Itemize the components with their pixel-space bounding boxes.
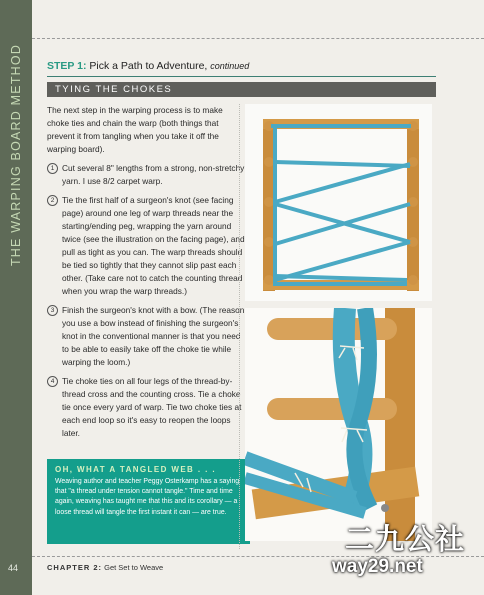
- step-text: Tie the first half of a surgeon's knot (see facing page) around one leg of warp threads near the starting/ending peg, wrapping the yarn around twice (see the illustration on the facing page), and pull as tight as you can. The warp threads should be tied so tightly that they cannot slip past each other. (Take care not to catch the counting thread when you wrap the warp threads.): [62, 195, 245, 296]
- step-number: 4: [47, 376, 58, 387]
- heading-rule: [47, 76, 436, 77]
- page: [32, 0, 484, 595]
- sidebar-title-text: THE WARPING BOARD METHOD: [9, 43, 23, 267]
- sidebar-title: [2, 40, 30, 270]
- column-divider: [239, 104, 240, 549]
- body-text: [47, 104, 247, 446]
- step-suffix: continued: [210, 61, 250, 71]
- step-title: Pick a Path to Adventure,: [89, 60, 208, 72]
- footer-chapter-title: Get Set to Weave: [104, 563, 164, 572]
- step-text: Finish the surgeon's knot with a bow. (The reason you use a bow instead of finishing the surgeon's knot in the conventional manner is that you need to be able to easily take off the choke tie while warping the loom.): [62, 305, 245, 367]
- page-number: 44: [8, 563, 19, 573]
- step-heading: [47, 60, 249, 72]
- tip-box: [47, 459, 250, 544]
- tip-box-text: Weaving author and teacher Peggy Osterkamp has a saying that "a thread under tension cannot tangle." Time and time again, weaving has taught me that this and its corollary — a loose thread will tangle the first instant it can — are true.: [55, 478, 240, 516]
- watermark-url: way29.net: [332, 556, 423, 577]
- step-label: STEP 1:: [47, 60, 87, 72]
- step-text: Cut several 8" lengths from a strong, non-stretchy yarn. I use 8/2 carpet warp.: [62, 163, 245, 186]
- intro-paragraph: The next step in the warping process is to make choke ties and chain the warp (both things that prevent it from tangling when you take it off the warping board).: [47, 105, 223, 154]
- step-item: [47, 162, 247, 188]
- step-item: [47, 375, 247, 440]
- footer-chapter-label: CHAPTER 2:: [47, 563, 103, 572]
- step-number: 2: [47, 195, 58, 206]
- step-number: 3: [47, 305, 58, 316]
- choke-tie-closeup-photo: [245, 308, 432, 541]
- step-item: [47, 194, 247, 298]
- tip-box-title: OH, WHAT A TANGLED WEB . . .: [55, 465, 216, 474]
- warping-board-photo: [245, 104, 432, 301]
- sidebar: [0, 0, 32, 595]
- section-title: TYING THE CHOKES: [47, 82, 436, 97]
- step-item: [47, 304, 247, 369]
- footer: [47, 563, 163, 572]
- step-text: Tie choke ties on all four legs of the thread-by-thread cross and the counting cross. Tie a choke tie once every yard of warp. Tie two choke ties at each end loop so it's easy to reopen the loops later.: [62, 376, 242, 438]
- step-number: 1: [47, 163, 58, 174]
- watermark-logo: 二九公社: [345, 524, 466, 556]
- top-divider: [32, 38, 484, 39]
